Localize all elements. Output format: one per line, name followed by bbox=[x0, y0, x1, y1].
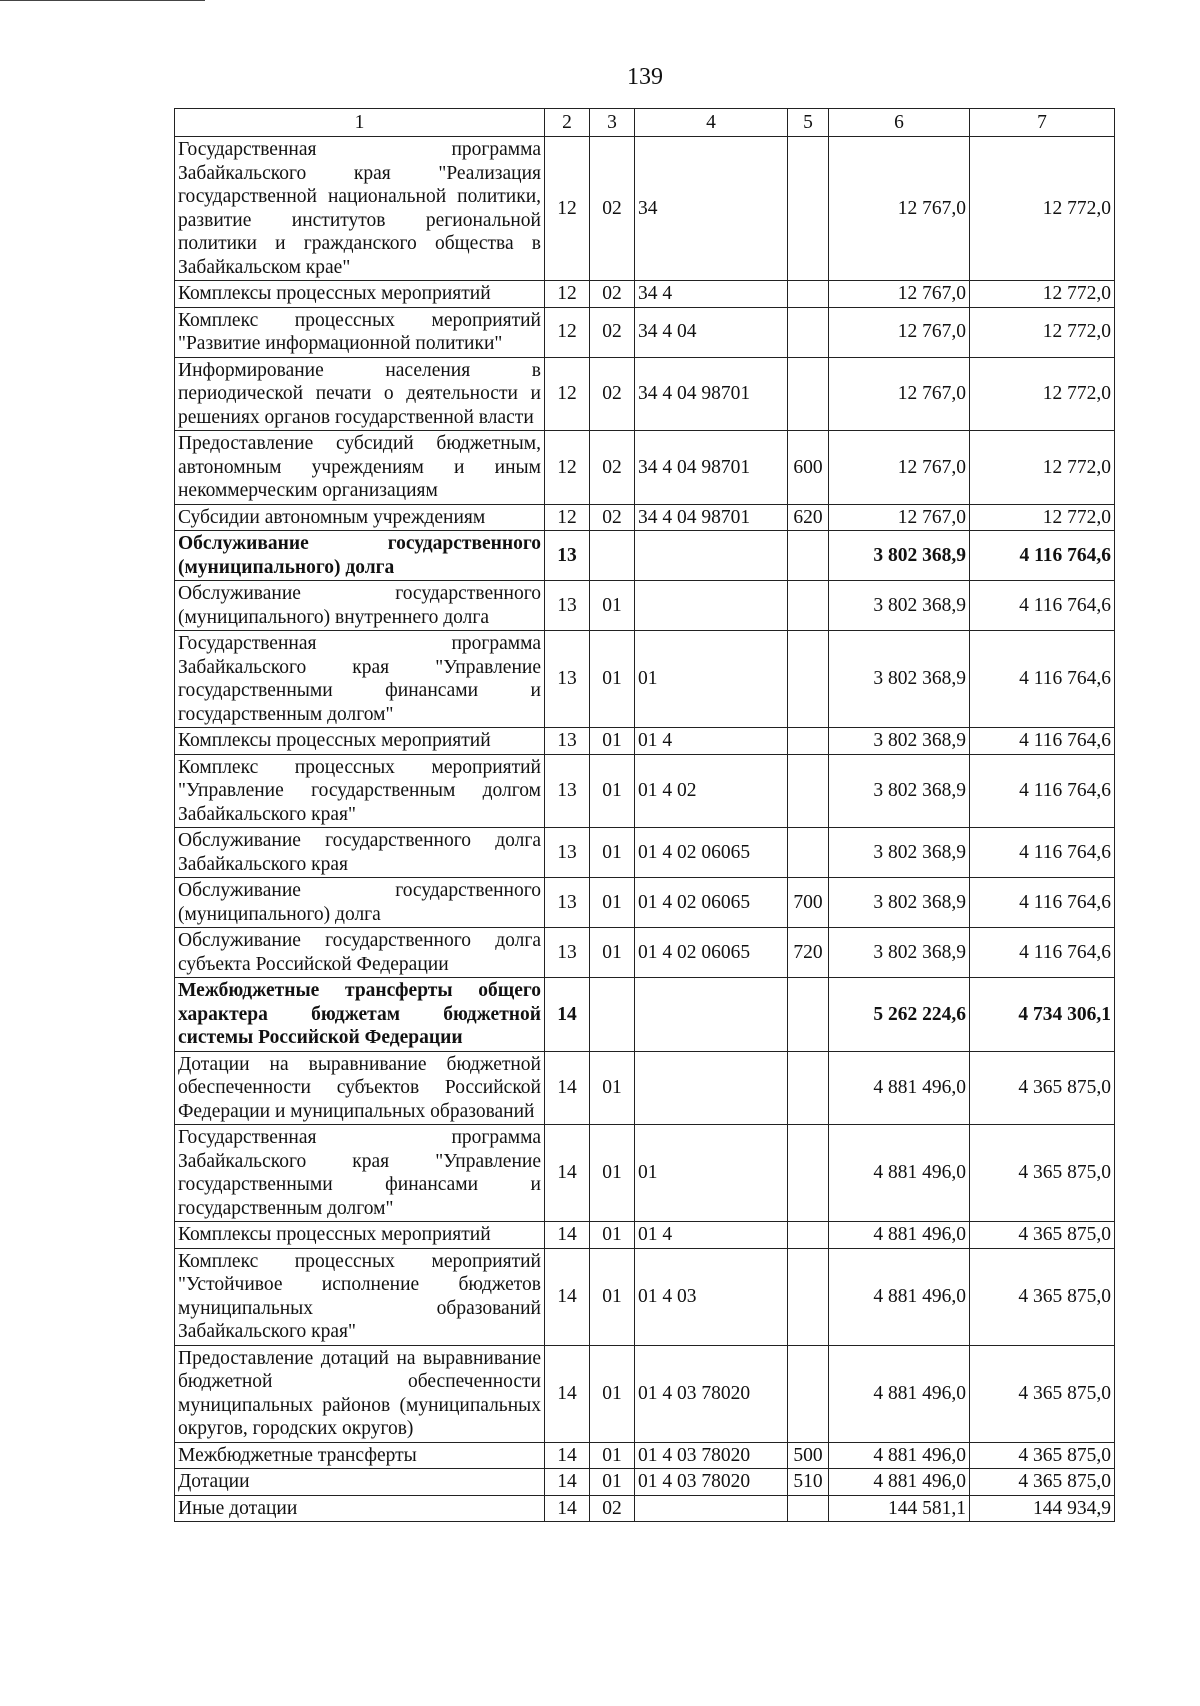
target-article-cell bbox=[635, 1495, 788, 1522]
amount-year1-cell: 12 767,0 bbox=[829, 431, 970, 505]
subsection-code-cell: 01 bbox=[590, 1469, 635, 1496]
amount-year1-cell: 3 802 368,9 bbox=[829, 928, 970, 978]
subsection-code-cell: 01 bbox=[590, 1222, 635, 1249]
subsection-code-cell: 02 bbox=[590, 137, 635, 281]
amount-year2-cell: 12 772,0 bbox=[970, 431, 1115, 505]
expense-type-cell: 510 bbox=[788, 1469, 829, 1496]
target-article-cell: 01 4 03 78020 bbox=[635, 1442, 788, 1469]
expense-type-cell bbox=[788, 307, 829, 357]
table-body bbox=[175, 137, 1115, 1522]
table-row bbox=[175, 978, 1115, 1052]
table-row bbox=[175, 504, 1115, 531]
table-row bbox=[175, 307, 1115, 357]
target-article-cell bbox=[635, 531, 788, 581]
item-name-cell: Комплексы процессных мероприятий bbox=[175, 281, 545, 308]
expense-type-cell: 720 bbox=[788, 928, 829, 978]
amount-year2-cell: 12 772,0 bbox=[970, 307, 1115, 357]
amount-year2-cell: 4 116 764,6 bbox=[970, 828, 1115, 878]
amount-year1-cell: 3 802 368,9 bbox=[829, 754, 970, 828]
subsection-code-cell: 01 bbox=[590, 928, 635, 978]
expense-type-cell: 620 bbox=[788, 504, 829, 531]
table-row bbox=[175, 1125, 1115, 1222]
amount-year1-cell: 4 881 496,0 bbox=[829, 1442, 970, 1469]
amount-year1-cell: 12 767,0 bbox=[829, 281, 970, 308]
target-article-cell: 34 4 04 98701 bbox=[635, 357, 788, 431]
subsection-code-cell bbox=[590, 531, 635, 581]
section-code-cell: 13 bbox=[545, 928, 590, 978]
header-cell-6: 6 bbox=[829, 109, 970, 137]
target-article-cell: 01 4 bbox=[635, 728, 788, 755]
section-code-cell: 14 bbox=[545, 1125, 590, 1222]
section-code-cell: 14 bbox=[545, 978, 590, 1052]
item-name-cell: Обслуживание государственного (муниципального) долга bbox=[175, 531, 545, 581]
amount-year2-cell: 4 116 764,6 bbox=[970, 928, 1115, 978]
target-article-cell: 01 4 02 06065 bbox=[635, 828, 788, 878]
amount-year2-cell: 4 365 875,0 bbox=[970, 1442, 1115, 1469]
item-name-cell: Субсидии автономным учреждениям bbox=[175, 504, 545, 531]
subsection-code-cell: 02 bbox=[590, 431, 635, 505]
amount-year2-cell: 4 116 764,6 bbox=[970, 878, 1115, 928]
expense-type-cell: 700 bbox=[788, 878, 829, 928]
expense-type-cell bbox=[788, 728, 829, 755]
item-name-cell: Предоставление дотаций на выравнивание бюджетной обеспеченности муниципальных районов (муниципальных округов, городских округов) bbox=[175, 1345, 545, 1442]
expense-type-cell bbox=[788, 1051, 829, 1125]
amount-year2-cell: 4 365 875,0 bbox=[970, 1051, 1115, 1125]
table-row bbox=[175, 728, 1115, 755]
target-article-cell: 01 4 03 78020 bbox=[635, 1345, 788, 1442]
target-article-cell: 34 4 04 98701 bbox=[635, 431, 788, 505]
subsection-code-cell: 01 bbox=[590, 754, 635, 828]
section-code-cell: 12 bbox=[545, 431, 590, 505]
top-edge-rule bbox=[0, 0, 205, 1]
table-row bbox=[175, 137, 1115, 281]
table-row bbox=[175, 581, 1115, 631]
expense-type-cell bbox=[788, 357, 829, 431]
subsection-code-cell: 02 bbox=[590, 357, 635, 431]
section-code-cell: 14 bbox=[545, 1222, 590, 1249]
amount-year1-cell: 3 802 368,9 bbox=[829, 828, 970, 878]
expense-type-cell bbox=[788, 978, 829, 1052]
target-article-cell: 01 4 02 06065 bbox=[635, 878, 788, 928]
subsection-code-cell: 01 bbox=[590, 1125, 635, 1222]
item-name-cell: Государственная программа Забайкальского края "Управление государственными финансами и государственным долгом" bbox=[175, 631, 545, 728]
table-row bbox=[175, 1495, 1115, 1522]
subsection-code-cell: 02 bbox=[590, 504, 635, 531]
target-article-cell: 01 4 03 bbox=[635, 1248, 788, 1345]
item-name-cell: Информирование населения в периодической печати о деятельности и решениях органов государственной власти bbox=[175, 357, 545, 431]
item-name-cell: Комплексы процессных мероприятий bbox=[175, 1222, 545, 1249]
section-code-cell: 14 bbox=[545, 1495, 590, 1522]
amount-year1-cell: 3 802 368,9 bbox=[829, 531, 970, 581]
item-name-cell: Государственная программа Забайкальского края "Реализация государственной национальной политики, развитие институтов региональной политики и гражданского общества в Забайкальском крае" bbox=[175, 137, 545, 281]
amount-year2-cell: 12 772,0 bbox=[970, 357, 1115, 431]
amount-year2-cell: 4 365 875,0 bbox=[970, 1222, 1115, 1249]
table-row bbox=[175, 1345, 1115, 1442]
amount-year2-cell: 4 116 764,6 bbox=[970, 531, 1115, 581]
subsection-code-cell: 01 bbox=[590, 581, 635, 631]
amount-year1-cell: 3 802 368,9 bbox=[829, 581, 970, 631]
section-code-cell: 13 bbox=[545, 581, 590, 631]
amount-year2-cell: 4 365 875,0 bbox=[970, 1345, 1115, 1442]
amount-year1-cell: 4 881 496,0 bbox=[829, 1469, 970, 1496]
amount-year2-cell: 4 116 764,6 bbox=[970, 581, 1115, 631]
amount-year2-cell: 4 734 306,1 bbox=[970, 978, 1115, 1052]
section-code-cell: 13 bbox=[545, 828, 590, 878]
table-header-row bbox=[175, 109, 1115, 137]
item-name-cell: Государственная программа Забайкальского края "Управление государственными финансами и государственным долгом" bbox=[175, 1125, 545, 1222]
section-code-cell: 14 bbox=[545, 1051, 590, 1125]
section-code-cell: 12 bbox=[545, 307, 590, 357]
target-article-cell: 01 4 03 78020 bbox=[635, 1469, 788, 1496]
item-name-cell: Дотации на выравнивание бюджетной обеспеченности субъектов Российской Федерации и муниципальных образований bbox=[175, 1051, 545, 1125]
section-code-cell: 14 bbox=[545, 1442, 590, 1469]
amount-year2-cell: 4 116 764,6 bbox=[970, 631, 1115, 728]
target-article-cell: 34 bbox=[635, 137, 788, 281]
target-article-cell: 34 4 04 98701 bbox=[635, 504, 788, 531]
header-cell-1: 1 bbox=[175, 109, 545, 137]
item-name-cell: Обслуживание государственного (муниципального) долга bbox=[175, 878, 545, 928]
section-code-cell: 13 bbox=[545, 531, 590, 581]
subsection-code-cell: 02 bbox=[590, 281, 635, 308]
amount-year1-cell: 3 802 368,9 bbox=[829, 878, 970, 928]
item-name-cell: Дотации bbox=[175, 1469, 545, 1496]
page-number: 139 bbox=[627, 64, 663, 90]
subsection-code-cell: 01 bbox=[590, 1345, 635, 1442]
item-name-cell: Обслуживание государственного долга Забайкальского края bbox=[175, 828, 545, 878]
target-article-cell bbox=[635, 978, 788, 1052]
table-row bbox=[175, 631, 1115, 728]
amount-year2-cell: 12 772,0 bbox=[970, 137, 1115, 281]
expense-type-cell bbox=[788, 137, 829, 281]
item-name-cell: Межбюджетные трансферты общего характера бюджетам бюджетной системы Российской Федерации bbox=[175, 978, 545, 1052]
amount-year1-cell: 4 881 496,0 bbox=[829, 1248, 970, 1345]
table-row bbox=[175, 531, 1115, 581]
amount-year1-cell: 12 767,0 bbox=[829, 307, 970, 357]
subsection-code-cell: 01 bbox=[590, 631, 635, 728]
amount-year1-cell: 5 262 224,6 bbox=[829, 978, 970, 1052]
amount-year1-cell: 4 881 496,0 bbox=[829, 1222, 970, 1249]
section-code-cell: 12 bbox=[545, 281, 590, 308]
header-cell-7: 7 bbox=[970, 109, 1115, 137]
table-row bbox=[175, 1469, 1115, 1496]
item-name-cell: Комплексы процессных мероприятий bbox=[175, 728, 545, 755]
item-name-cell: Комплекс процессных мероприятий "Развитие информационной политики" bbox=[175, 307, 545, 357]
expense-type-cell bbox=[788, 1345, 829, 1442]
subsection-code-cell: 01 bbox=[590, 728, 635, 755]
expense-type-cell bbox=[788, 1125, 829, 1222]
amount-year2-cell: 12 772,0 bbox=[970, 504, 1115, 531]
table-row bbox=[175, 1051, 1115, 1125]
expense-type-cell bbox=[788, 828, 829, 878]
amount-year1-cell: 12 767,0 bbox=[829, 357, 970, 431]
expense-type-cell: 500 bbox=[788, 1442, 829, 1469]
section-code-cell: 12 bbox=[545, 504, 590, 531]
item-name-cell: Обслуживание государственного (муниципального) внутреннего долга bbox=[175, 581, 545, 631]
target-article-cell: 01 4 bbox=[635, 1222, 788, 1249]
amount-year2-cell: 4 365 875,0 bbox=[970, 1469, 1115, 1496]
amount-year1-cell: 144 581,1 bbox=[829, 1495, 970, 1522]
table-row bbox=[175, 828, 1115, 878]
subsection-code-cell: 01 bbox=[590, 1051, 635, 1125]
expense-type-cell bbox=[788, 1248, 829, 1345]
section-code-cell: 13 bbox=[545, 754, 590, 828]
section-code-cell: 13 bbox=[545, 728, 590, 755]
table-row bbox=[175, 878, 1115, 928]
item-name-cell: Обслуживание государственного долга субъекта Российской Федерации bbox=[175, 928, 545, 978]
amount-year2-cell: 144 934,9 bbox=[970, 1495, 1115, 1522]
subsection-code-cell: 02 bbox=[590, 1495, 635, 1522]
target-article-cell: 01 4 02 06065 bbox=[635, 928, 788, 978]
item-name-cell: Межбюджетные трансферты bbox=[175, 1442, 545, 1469]
expense-type-cell bbox=[788, 531, 829, 581]
target-article-cell: 01 4 02 bbox=[635, 754, 788, 828]
table-row bbox=[175, 1222, 1115, 1249]
amount-year1-cell: 4 881 496,0 bbox=[829, 1125, 970, 1222]
amount-year1-cell: 3 802 368,9 bbox=[829, 728, 970, 755]
section-code-cell: 12 bbox=[545, 137, 590, 281]
expense-type-cell bbox=[788, 1222, 829, 1249]
table-row bbox=[175, 1248, 1115, 1345]
amount-year1-cell: 3 802 368,9 bbox=[829, 631, 970, 728]
amount-year2-cell: 4 365 875,0 bbox=[970, 1125, 1115, 1222]
expense-type-cell bbox=[788, 1495, 829, 1522]
amount-year2-cell: 4 116 764,6 bbox=[970, 754, 1115, 828]
table-row bbox=[175, 1442, 1115, 1469]
expense-type-cell: 600 bbox=[788, 431, 829, 505]
target-article-cell: 34 4 bbox=[635, 281, 788, 308]
section-code-cell: 12 bbox=[545, 357, 590, 431]
table-row bbox=[175, 281, 1115, 308]
amount-year1-cell: 12 767,0 bbox=[829, 137, 970, 281]
amount-year2-cell: 4 116 764,6 bbox=[970, 728, 1115, 755]
table-row bbox=[175, 431, 1115, 505]
item-name-cell: Предоставление субсидий бюджетным, автономным учреждениям и иным некоммерческим организациям bbox=[175, 431, 545, 505]
amount-year1-cell: 4 881 496,0 bbox=[829, 1051, 970, 1125]
subsection-code-cell: 01 bbox=[590, 1442, 635, 1469]
table-row bbox=[175, 357, 1115, 431]
target-article-cell: 01 bbox=[635, 1125, 788, 1222]
section-code-cell: 13 bbox=[545, 878, 590, 928]
section-code-cell: 14 bbox=[545, 1345, 590, 1442]
subsection-code-cell: 02 bbox=[590, 307, 635, 357]
subsection-code-cell: 01 bbox=[590, 878, 635, 928]
amount-year2-cell: 4 365 875,0 bbox=[970, 1248, 1115, 1345]
section-code-cell: 13 bbox=[545, 631, 590, 728]
header-cell-4: 4 bbox=[635, 109, 788, 137]
expense-type-cell bbox=[788, 281, 829, 308]
table-row bbox=[175, 928, 1115, 978]
target-article-cell: 34 4 04 bbox=[635, 307, 788, 357]
subsection-code-cell: 01 bbox=[590, 1248, 635, 1345]
subsection-code-cell bbox=[590, 978, 635, 1052]
expense-type-cell bbox=[788, 754, 829, 828]
header-cell-3: 3 bbox=[590, 109, 635, 137]
section-code-cell: 14 bbox=[545, 1469, 590, 1496]
expense-type-cell bbox=[788, 581, 829, 631]
target-article-cell bbox=[635, 1051, 788, 1125]
expense-type-cell bbox=[788, 631, 829, 728]
target-article-cell bbox=[635, 581, 788, 631]
subsection-code-cell: 01 bbox=[590, 828, 635, 878]
header-cell-5: 5 bbox=[788, 109, 829, 137]
header-cell-2: 2 bbox=[545, 109, 590, 137]
target-article-cell: 01 bbox=[635, 631, 788, 728]
amount-year1-cell: 12 767,0 bbox=[829, 504, 970, 531]
item-name-cell: Иные дотации bbox=[175, 1495, 545, 1522]
budget-table bbox=[174, 108, 1115, 1522]
amount-year2-cell: 12 772,0 bbox=[970, 281, 1115, 308]
table-row bbox=[175, 754, 1115, 828]
section-code-cell: 14 bbox=[545, 1248, 590, 1345]
amount-year1-cell: 4 881 496,0 bbox=[829, 1345, 970, 1442]
item-name-cell: Комплекс процессных мероприятий "Устойчивое исполнение бюджетов муниципальных образований Забайкальского края" bbox=[175, 1248, 545, 1345]
item-name-cell: Комплекс процессных мероприятий "Управление государственным долгом Забайкальского края" bbox=[175, 754, 545, 828]
